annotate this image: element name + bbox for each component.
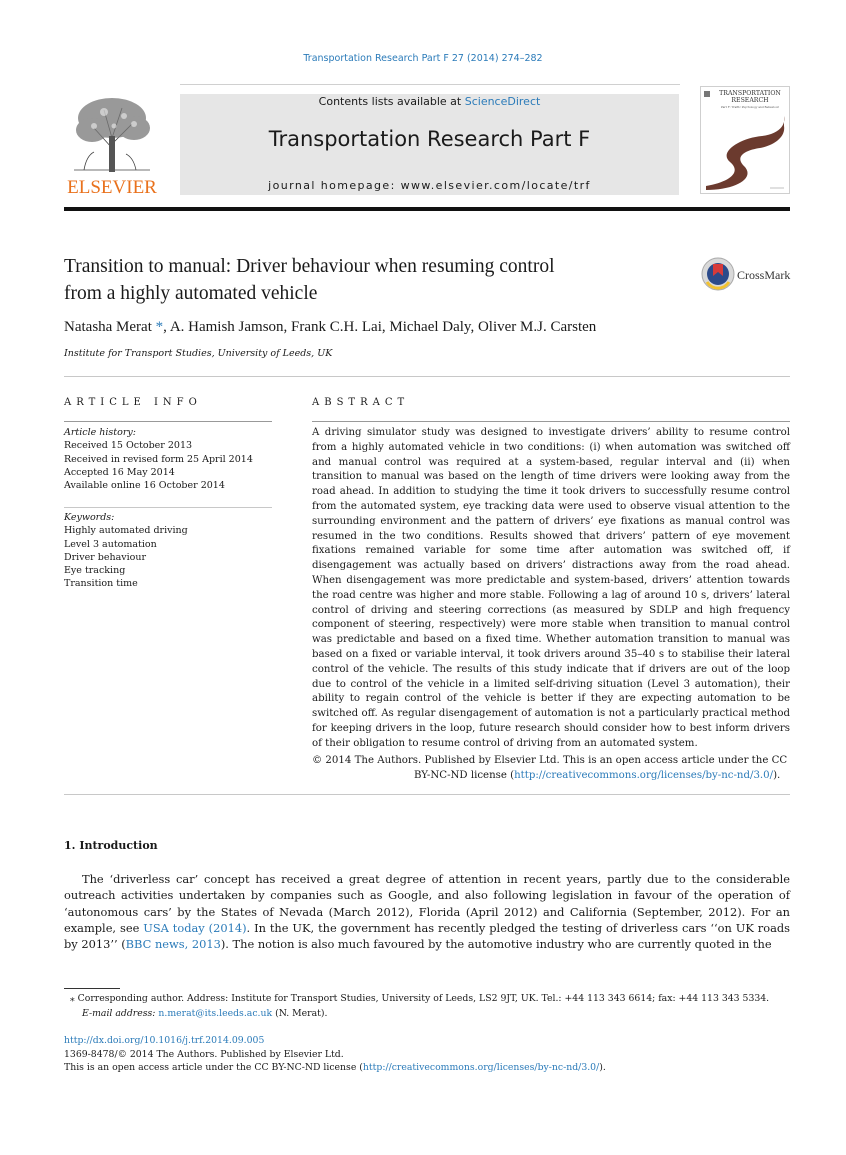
history-item: Received in revised form 25 April 2014 [64, 453, 253, 465]
history-item: Accepted 16 May 2014 [64, 466, 175, 478]
contents-prefix: Contents lists available at [318, 95, 465, 108]
publication-info [64, 1034, 790, 1075]
divider [64, 376, 790, 377]
journal-title: Transportation Research Part F [268, 127, 591, 151]
article-history [64, 426, 274, 492]
oa-prefix: This is an open access article under the CC BY-NC-ND license ( [64, 1062, 363, 1074]
sciencedirect-link[interactable]: ScienceDirect [464, 95, 541, 108]
article-info-heading: ARTICLE INFO [64, 397, 202, 408]
cover-title-1: TRANSPORTATION [719, 90, 781, 97]
crossmark-label: CrossMark [737, 268, 791, 282]
history-label: Article history: [64, 427, 136, 438]
crossmark-icon [701, 256, 793, 292]
journal-cover-image [700, 86, 790, 194]
journal-homepage [180, 179, 679, 192]
footnote-star: ⁎ [70, 993, 75, 1004]
cover-title-2: RESEARCH [731, 97, 769, 104]
email-link[interactable]: n.merat@its.leeds.ac.uk [158, 1007, 273, 1019]
keyword: Driver behaviour [64, 551, 147, 563]
elsevier-logo[interactable] [64, 92, 160, 196]
keyword: Level 3 automation [64, 538, 157, 550]
email-line [64, 1007, 790, 1022]
abstract-text: A driving simulator study was designed to investigate drivers’ ability to resume control from a highly automated vehicle in two conditions: (i) when automation was switched off and manual control was required at a system-based, regular interval and (ii) when transition to manual was based on the length of time drivers were looking away from the road ahead. In addition to studying the time it took drivers to successfully resume control from the automated system, eye tracking data were used to observe visual attention to the surrounding environment and the pattern of drivers’ eye fixations as manual control was resumed in the two conditions. Results showed that drivers’ pattern of eye movement fixations remained variable for some time after automation was switched off, if disengagement was actually based on drivers’ distractions away from the road ahead. When disengagement was more predictable and system-based, drivers’ attention towards the road centre was higher and more stable. Following a lag of around 10 s, drivers’ lateral control of driving and steering corrections (as measured by SDLP and high frequency component of steering, respectively) were more stable when transition to manual control was predictable and based on a fixed time. Whether automation transition to manual was based on a fixed or variable interval, it took drivers around 35–40 s to stabilise their lateral control of the vehicle. The results of this study indicate that if drivers are out of the loop due to control of the vehicle in a limited self-driving situation (Level 3 automation), their ability to regain control of the vehicle is better if they are expecting automation to be switched off. As regular disengagement of automation is not a particularly practical method for keeping drivers in the loop, future research should consider how to best inform drivers of their obligation to resume control of driving from an automated system. [312, 427, 790, 749]
citation-link[interactable]: USA today (2014) [143, 920, 247, 935]
issn-line: 1369-8478/© 2014 The Authors. Published by Elsevier Ltd. [64, 1048, 344, 1060]
contents-line [180, 94, 679, 108]
footnote-text: Corresponding author. Address: Institute for Transport Studies, University of Leeds, LS2 9JT, UK. Tel.: +44 113 343 6614; fax: +44 113 343 5334. [74, 993, 770, 1004]
copyright-line-1: © 2014 The Authors. Published by Elsevier Ltd. This is an open access article under the CC [312, 755, 788, 766]
history-item: Received 15 October 2013 [64, 440, 193, 452]
keywords [64, 511, 274, 591]
oa-license-link[interactable]: http://creativecommons.org/licenses/by-nc-nd/3.0/ [362, 1062, 600, 1074]
journal-masthead [180, 94, 679, 195]
corresponding-author-note [64, 992, 790, 1007]
author-rest: , A. Hamish Jamson, Frank C.H. Lai, Michael Daly, Oliver M.J. Carsten [163, 319, 597, 335]
doi-link[interactable]: http://dx.doi.org/10.1016/j.trf.2014.09.005 [64, 1035, 265, 1046]
author-list [64, 319, 596, 336]
history-item: Available online 16 October 2014 [64, 480, 225, 492]
copyright-line-2 [312, 769, 790, 784]
divider [64, 794, 790, 795]
author-first: Natasha Merat [64, 319, 152, 335]
corresponding-author-star[interactable]: * [151, 319, 164, 335]
email-suffix: (N. Merat). [272, 1007, 328, 1019]
divider [312, 421, 790, 422]
copyright-prefix: BY-NC-ND license ( [414, 769, 515, 781]
email-label: E-mail address: [82, 1007, 156, 1019]
divider [64, 507, 272, 508]
intro-text: . In the UK, the government has recently pledged the testing of driverless cars ‘‘on UK roads by 2013’’ ( [64, 920, 790, 952]
intro-paragraph [64, 871, 790, 952]
elsevier-wordmark: ELSEVIER [67, 177, 157, 196]
homepage-url[interactable]: www.elsevier.com/locate/trf [400, 179, 591, 192]
article-title-line-2: from a highly automated vehicle [64, 283, 318, 304]
keyword: Transition time [64, 578, 138, 590]
cover-subtitle: Part F: Traffic Psychology and Behaviour [721, 105, 779, 109]
intro-text: The ‘driverless car’ concept has received a great degree of attention in recent years, partly due to the considerable outreach activities undertaken by companies such as Google, and also following legislation in favour of the operation of ‘autonomous cars’ by the States of Nevada (March 2012), Florida (April 2012) and California (September, 2012). For an example, see [64, 872, 790, 935]
homepage-label: journal homepage: [268, 179, 401, 192]
running-head[interactable]: Transportation Research Part F 27 (2014) 274–282 [303, 53, 543, 64]
oa-suffix: ). [599, 1062, 606, 1074]
copyright-suffix: ). [773, 769, 781, 781]
citation-link[interactable]: BBC news, 2013 [125, 937, 221, 952]
affiliation: Institute for Transport Studies, University of Leeds, UK [64, 348, 333, 359]
keyword: Highly automated driving [64, 525, 188, 537]
footnote-rule [64, 988, 120, 989]
intro-text: ). The notion is also much favoured by the automotive industry who are currently quoted in the [220, 937, 772, 952]
elsevier-tree-icon [64, 92, 160, 196]
keywords-label: Keywords: [64, 512, 115, 523]
abstract-heading: ABSTRACT [312, 397, 410, 408]
divider [64, 421, 272, 422]
header-thick-rule [64, 207, 790, 211]
abstract-copyright [312, 754, 790, 784]
journal-cover[interactable] [700, 86, 790, 194]
crossmark-button[interactable] [701, 256, 793, 292]
section-heading: 1. Introduction [64, 839, 158, 852]
header-top-rule [180, 84, 680, 85]
article-title-line-1: Transition to manual: Driver behaviour when resuming control [64, 256, 555, 277]
open-access-line [64, 1061, 790, 1075]
article-title [64, 253, 694, 307]
license-link[interactable]: http://creativecommons.org/licenses/by-nc-nd/3.0/ [514, 769, 774, 781]
keyword: Eye tracking [64, 565, 126, 577]
footnote [64, 992, 790, 1021]
